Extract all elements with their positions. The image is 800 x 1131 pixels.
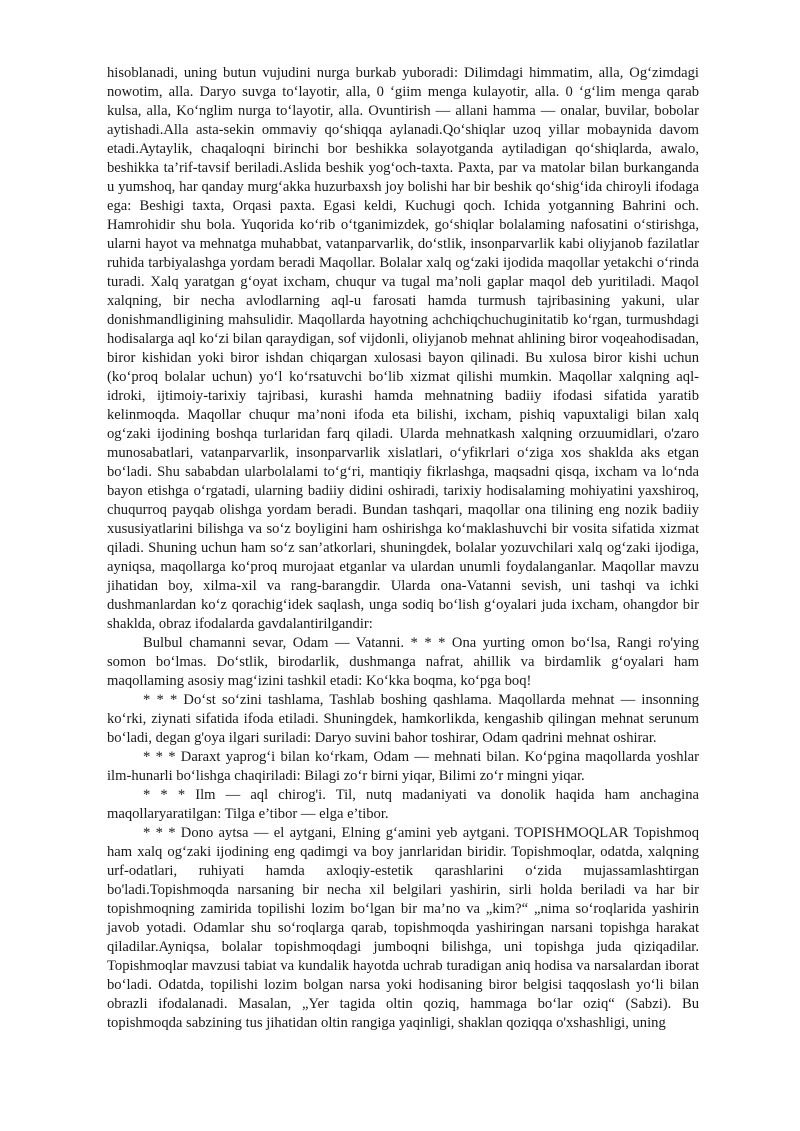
paragraph-topishmoqlar: * * * Dono aytsa — el aytgani, Elning g‘amini yeb aytgani. TOPISHMOQLAR Topishmoq ham xalq og‘zaki ijodining eng qadimgi va boy janrlaridan biridir. Topishmoqlar, odatda, xalqning urf-odatlari, ruhiyati hamda axloqiy-estetik qarashlarini o‘zida mujassamlashtirgan bo'ladi.Topishmoqda narsaning bir necha xil belgilari yashirin, sirli holda beriladi va har bir topishmoqning zamirida topilishi lozim bo‘lgan bir ma’no va „kim?“ „nima so‘roqlarida yashirin javob yotadi. Odamlar shu so‘roqlarga qarab, topishmoqda yashiringan narsani topishga harakat qiladilar.Ayniqsa, bolalar topishmoqdagi jumboqni bilishga, uni topishga juda qiziqadilar. Topishmoqlar mavzusi tabiat va kundalik hayotda uchrab turadigan aniq hodisa va narsalardan iborat bo‘ladi. Odatda, topilishi lozim bolgan narsa yoki hodisaning biror belgisi taqqoslash yo‘li bilan obrazli ifodalanadi. Masalan, „Yer tagida oltin qoziq, hammaga bo‘lar oziq“ (Sabzi). Bu topishmoqda sabzining tus jihatidan oltin rangiga yaqinligi, shaklan qoziqqa o'xshashligi, uning bbox=[107, 825, 699, 1031]
paragraph-alla-and-maqollar: hisoblanadi, uning butun vujudini nurga burkab yuboradi: Dilimdagi himmatim, alla, Og‘zimdagi nowotim, alla. Daryo suvga to‘layotir, alla, 0 ‘giim menga kulayotir, alla. 0 ‘g‘lim menga qarab kulsa, alla, Ko‘nglim nurga to‘layotir, alla. Ovuntirish — allani hamma — onalar, buvilar, bobolar aytishadi.Alla asta-sekin ommaviy qo‘shiqqa aylanadi.Qo‘shiqlar uzoq yillar mobaynida davom etadi.Aytaylik, chaqaloqni birinchi bor beshikka solayotganda aytiladigan qo‘shiqlarda, awalo, beshikka ta’rif-tavsif beriladi.Aslida beshik yog‘och-taxta. Paxta, par va matolar bilan burkanganda u yumshoq, har qanday murg‘akka huzurbaxsh joy bolishi har bir beshik qo‘shig‘ida chiroyli ifodaga ega: Beshigi taxta, Orqasi paxta. Egasi keldi, Kuchugi qoch. Ichida yotganning Bahrini och. Hamrohidir shu bola. Yuqorida ko‘rib o‘tganimizdek, go‘shiqlar bolalaming nafosatini o‘stirishga, ularni hayot va mehnatga muhabbat, vatanparvarlik, do‘stlik, insonparvarlik kabi oliyjanob fazilatlar ruhida tarbiyalashga yordam beradi Maqollar. Bolalar xalq og‘zaki ijodida maqollar yetakchi o‘rinda turadi. Xalq yaratgan g‘oyat ixcham, chuqur va tugal ma’noli gaplar maqol deb yuritiladi. Maqol xalqning, bir necha avlodlarning aql-u farosati hamda turmush tajribasining yakuni, ular donishmandligining mahsulidir. Maqollarda hayotning achchiqchuchuginitatib ko‘rgan, turmushdagi hodisalarga aql ko‘zi bilan qaraydigan, sof vijdonli, oliyjanob mehnat ahlining biror voqeahodisadan, biror kishidan yoki biror ishdan chiqargan xulosasi bayon qilinadi. Bu xulosa biror kishi uchun (ko‘proq bolalar uchun) yo‘l ko‘rsatuvchi bo‘lib xizmat qilishi mumkin. Maqollar xalqning aql-idroki, ijtimoiy-tarixiy tajribasi, kurashi hamda mehnatning badiiy ifodasi sifatida yaratib kelinmoqda. Maqollar chuqur ma’noni ifoda eta bilishi, ixcham, pishiq vapuxtaligi bilan xalq og‘zaki ijodining boshqa turlaridan farq qiladi. Ularda mehnatkash xalqning orzuumidlari, o'zaro munosabatlari, vatanparvarlik, insonparvarlik xislatlari, o‘yfikrlari o‘ziga xos shaklda aks etgan bo‘ladi. Shu sababdan ularbolalami to‘g‘ri, mantiqiy fikrlashga, maqsadni qisqa, ixcham va lo‘nda bayon etishga o‘rgatadi, ularning badiiy didini oshiradi, tarixiy hodisalaming mohiyatini yaxshiroq, chuqurroq payqab olishga yordam beradi. Bundan tashqari, maqollar ona tilining eng nozik badiiy xususiyatlarini bilishga va so‘z boyligini ham oshirishga ko‘maklashuvchi bir vosita sifatida xizmat qiladi. Shuning uchun ham so‘z san’atkorlari, shuningdek, bolalar yozuvchilari xalq og‘zaki ijodiga, ayniqsa, maqollarga ko‘proq murojaat etganlar va ulardan unumli foydalanganlar. Maqollar mavzu jihatidan boy, xilma-xil va rang-barangdir. Ularda ona-Vatanni sevish, uni tashqi va ichki dushmanlardan ko‘z qorachig‘idek saqlash, unga sodiq bo‘lish g‘oyalari juda ixcham, ohangdor bir shaklda, obraz ifodalarda gavdalantirilgandir: bbox=[107, 65, 699, 632]
document-page bbox=[107, 64, 699, 1033]
paragraph-dost-proverb: * * * Do‘st so‘zini tashlama, Tashlab boshing qashlama. Maqollarda mehnat — insonning ko‘rki, ziynati sifatida ifoda etiladi. Shuningdek, hamkorlikda, kengashib qilingan mehnat serunum bo‘ladi, degan g'oya ilgari suriladi: Daryo suvini bahor toshirar, Odam qadrini mehnat oshirar. bbox=[107, 692, 699, 746]
paragraph-daraxt-proverb: * * * Daraxt yaprog‘i bilan ko‘rkam, Odam — mehnati bilan. Ko‘pgina maqollarda yoshlar ilm-hunarli bo‘lishga chaqiriladi: Bilagi zo‘r birni yiqar, Bilimi zo‘r mingni yiqar. bbox=[107, 749, 699, 784]
paragraph-ilm-proverb: * * * Ilm — aql chirog'i. Til, nutq madaniyati va donolik haqida ham anchagina maqollaryaratilgan: Tilga e’tibor — elga e’tibor. bbox=[107, 787, 699, 822]
paragraph-bulbul-proverb: Bulbul chamanni sevar, Odam — Vatanni. * * * Ona yurting omon bo‘lsa, Rangi ro'ying somon bo‘lmas. Do‘stlik, birodarlik, dushmanga nafrat, ahillik va birdamlik g‘oyalari ham maqollaming asosiy mag‘izini tashkil etadi: Ko‘kka boqma, ko‘pga boq! bbox=[107, 635, 699, 689]
